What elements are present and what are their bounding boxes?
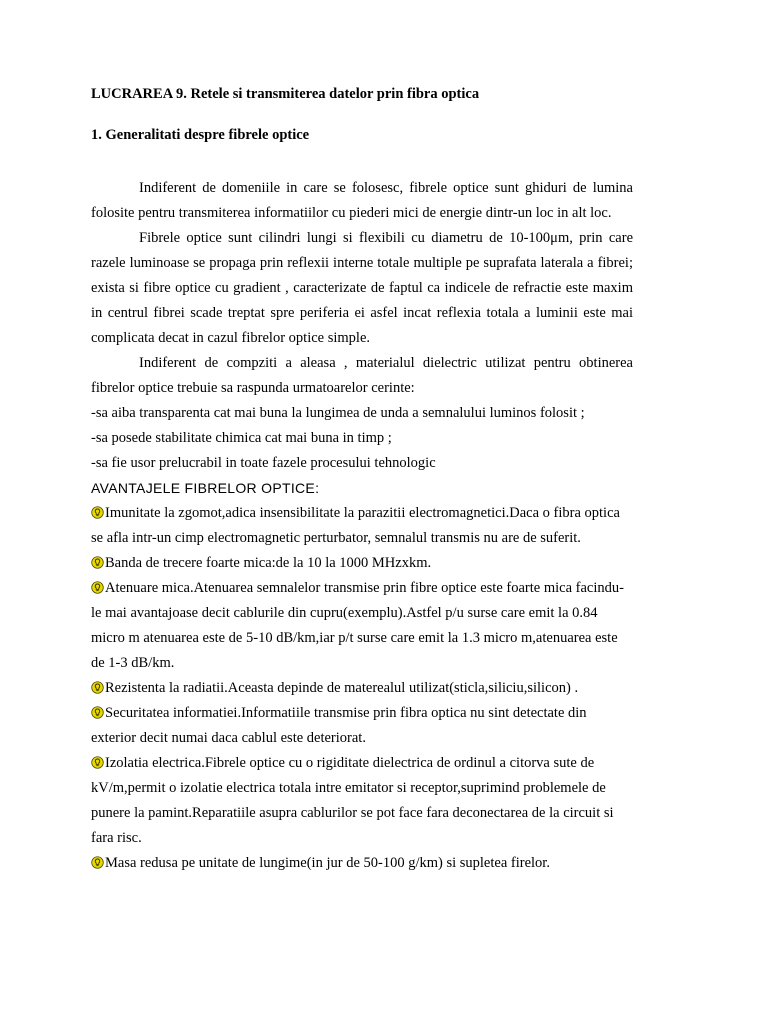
advantage-item	[91, 751, 631, 851]
requirement-item: -sa fie usor prelucrabil in toate fazele procesului tehnologic	[91, 455, 436, 471]
advantage-item	[91, 701, 631, 751]
requirement-item: -sa aiba transparenta cat mai buna la lungimea de unda a semnalului luminos folosit ;	[91, 405, 585, 421]
lightbulb-icon	[91, 856, 104, 869]
advantage-item	[91, 576, 631, 676]
lightbulb-icon	[91, 706, 104, 719]
advantages-heading: AVANTAJELE FIBRELOR OPTICE:	[91, 480, 320, 496]
paragraph-intro: Indiferent de domeniile in care se folosesc, fibrele optice sunt ghiduri de lumina folosite pentru transmiterea informatiilor cu piederi mici de energie dintr-un loc in alt loc.	[91, 180, 633, 221]
advantage-text: Rezistenta la radiatii.Aceasta depinde de materealul utilizat(sticla,siliciu,silicon) .	[105, 680, 579, 696]
advantage-item	[91, 551, 631, 576]
advantage-item	[91, 851, 631, 876]
requirement-item: -sa posede stabilitate chimica cat mai buna in timp ;	[91, 430, 392, 446]
lightbulb-icon	[91, 581, 104, 594]
advantage-item	[91, 501, 631, 551]
advantage-text: Masa redusa pe unitate de lungime(in jur de 50-100 g/km) si supletea firelor.	[105, 855, 550, 871]
section-heading: 1. Generalitati despre fibrele optice	[91, 127, 310, 143]
advantage-item	[91, 676, 631, 701]
paragraph-requirements-intro: Indiferent de compziti a aleasa , materialul dielectric utilizat pentru obtinerea fibrelor optice trebuie sa raspunda urmatoarelor cerinte:	[91, 355, 633, 396]
lightbulb-icon	[91, 556, 104, 569]
advantage-text: Imunitate la zgomot,adica insensibilitate la parazitii electromagnetici.Daca o fibra optica se afla intr-un cimp electromagnetic perturbator, semnalul transmis nu are de suferit.	[91, 505, 620, 546]
advantage-text: Securitatea informatiei.Informatiile transmise prin fibra optica nu sint detectate din exterior decit numai daca cablul este deteriorat.	[91, 705, 587, 746]
lightbulb-icon	[91, 506, 104, 519]
document-body	[91, 176, 633, 876]
advantage-text: Atenuare mica.Atenuarea semnalelor transmise prin fibre optice este foarte mica facindu-le mai avantajoase decit cablurile din cupru(exemplu).Astfel p/u surse care emit la 0.84 micro m atenuarea este de 5-10 dB/km,iar p/t surse care emit la 1.3 micro m,atenuarea este de 1-3 dB/km.	[91, 580, 624, 671]
lightbulb-icon	[91, 756, 104, 769]
advantage-text: Izolatia electrica.Fibrele optice cu o rigiditate dielectrica de ordinul a citorva sute de kV/m,permit o izolatie electrica totala intre emitator si receptor,suprimind problemele de punere la pamint.Reparatiile asupra cablurilor se pot face fara deconectarea de la circuit si fara risc.	[91, 755, 614, 846]
lightbulb-icon	[91, 681, 104, 694]
document-title: LUCRAREA 9. Retele si transmiterea datelor prin fibra optica	[91, 86, 480, 102]
paragraph-structure: Fibrele optice sunt cilindri lungi si flexibili cu diametru de 10-100μm, prin care razele luminoase se propaga prin reflexii interne totale multiple pe suprafata laterala a fibrei; exista si fibre optice cu gradient , caracterizate de faptul ca indicele de refractie este maxim in centrul fibrei scade treptat spre periferia ei asfel incat reflexia totala a luminii este mai complicata decat in cazul fibrelor optice simple.	[91, 230, 633, 346]
advantage-text: Banda de trecere foarte mica:de la 10 la 1000 MHzxkm.	[105, 555, 432, 571]
